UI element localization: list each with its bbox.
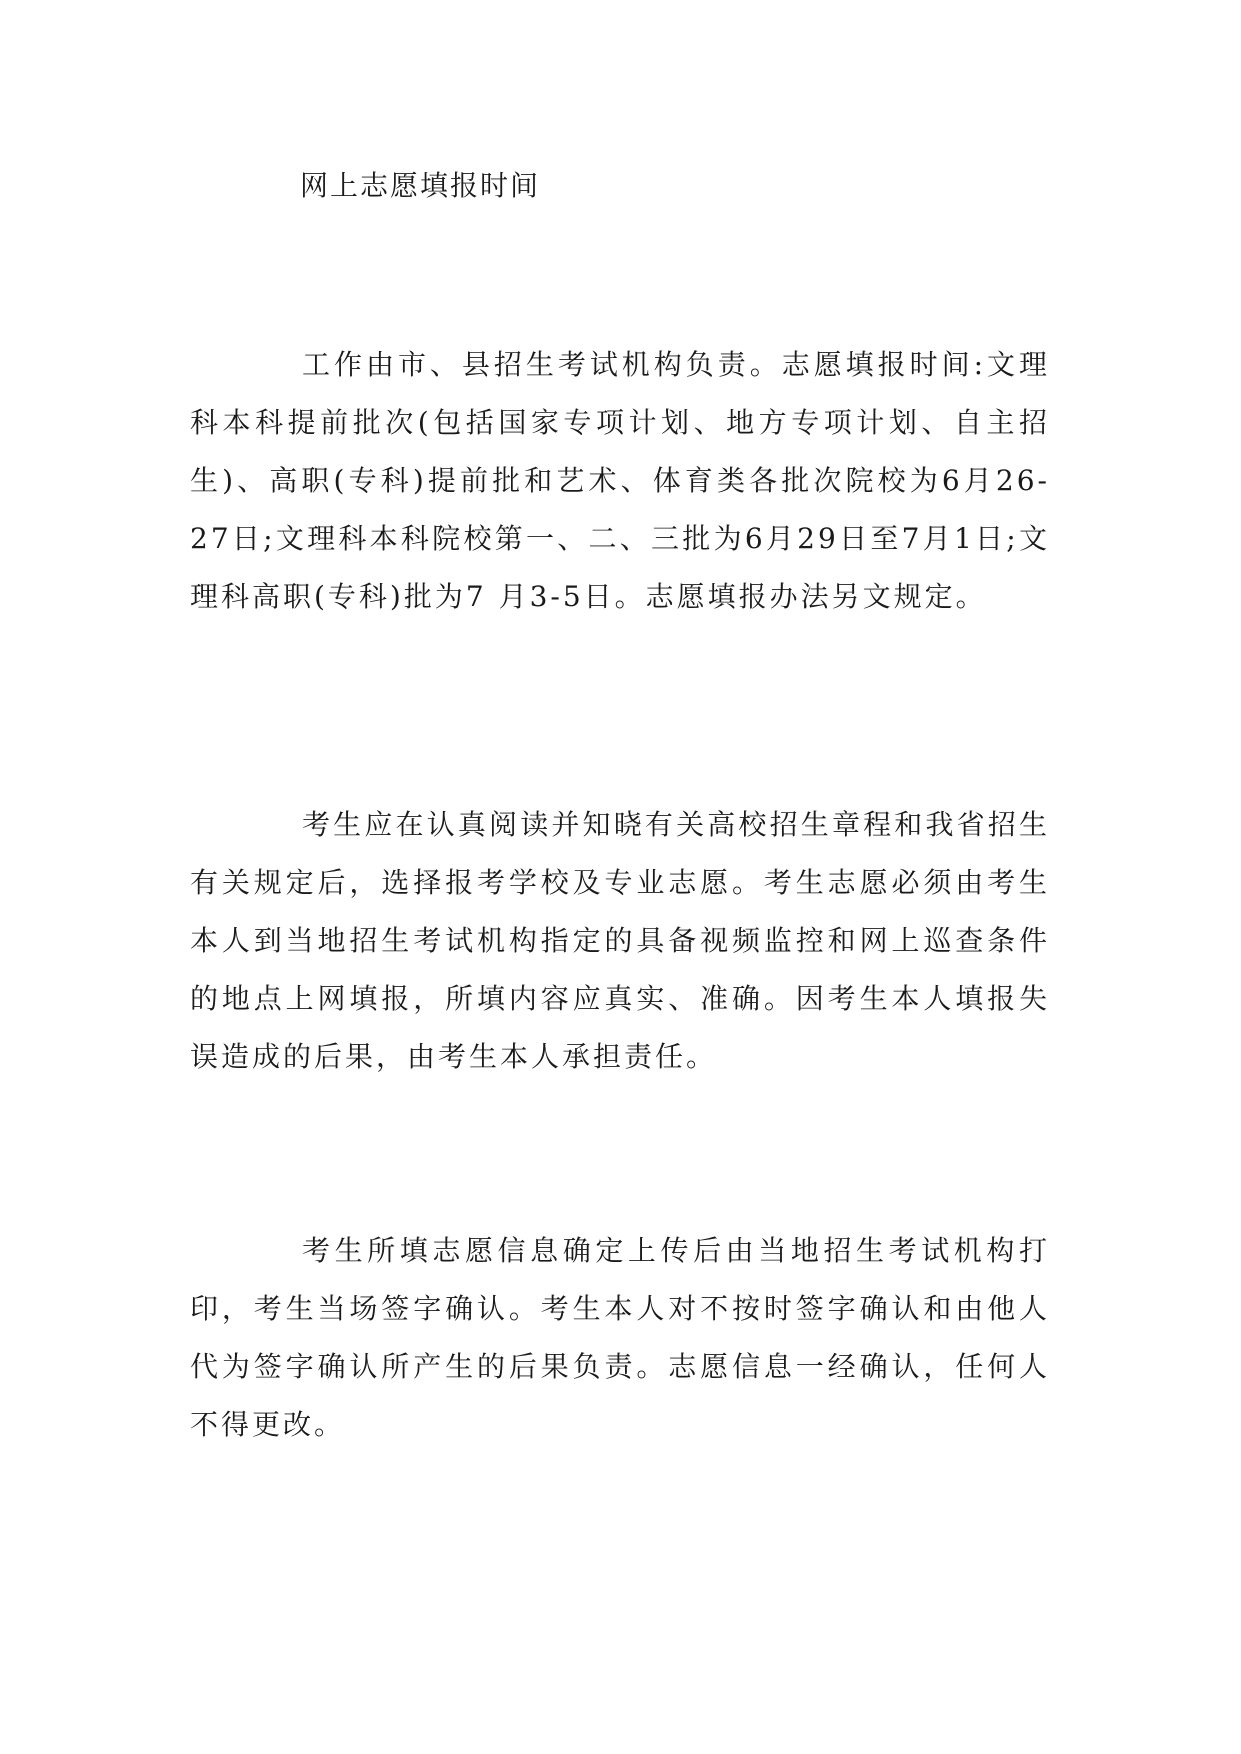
paragraph-filing-requirements: 考生应在认真阅读并知晓有关高校招生章程和我省招生有关规定后，选择报考学校及专业志愿。考生志愿必须由考生本人到当地招生考试机构指定的具备视频监控和网上巡查条件的地点上网填报，所填内容应真实、准确。因考生本人填报失误造成的后果，由考生本人承担责任。 bbox=[190, 808, 1050, 1073]
paragraph-filing-schedule: 工作由市、县招生考试机构负责。志愿填报时间:文理科本科提前批次(包括国家专项计划、地方专项计划、自主招生)、高职(专科)提前批和艺术、体育类各批次院校为6月26-27日;文理科本科院校第一、二、三批为6月29日至7月1日;文理科高职(专科)批为7 月3-5日。志愿填报办法另文规定。 bbox=[190, 348, 1050, 613]
paragraph-confirmation: 考生所填志愿信息确定上传后由当地招生考试机构打印，考生当场签字确认。考生本人对不按时签字确认和由他人代为签字确认所产生的后果负责。志愿信息一经确认，任何人不得更改。 bbox=[190, 1234, 1050, 1441]
section-heading: 网上志愿填报时间 bbox=[300, 169, 541, 202]
